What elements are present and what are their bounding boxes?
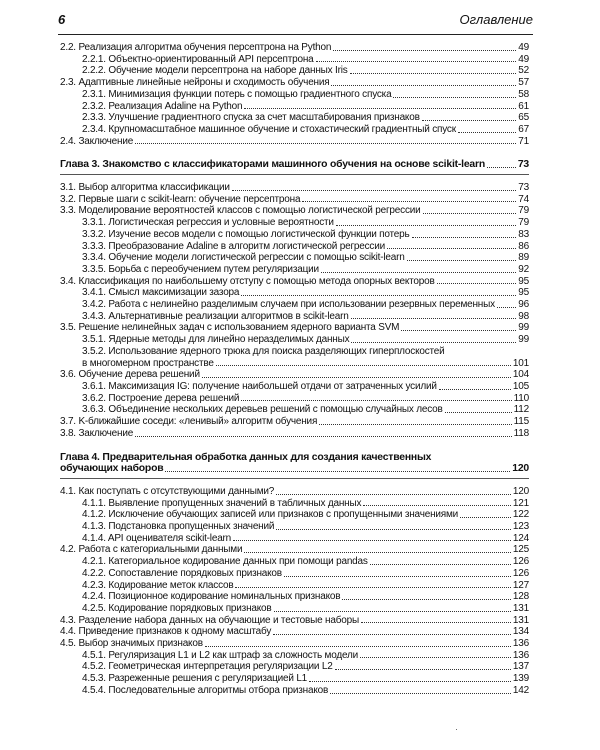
- dot-leader: [331, 85, 516, 86]
- toc-page-number: 126: [512, 567, 529, 579]
- dot-leader: [316, 61, 517, 62]
- toc-entry[interactable]: [60, 65, 529, 77]
- toc-entry[interactable]: [60, 77, 529, 89]
- dot-leader: [423, 213, 517, 214]
- toc-entry-title: 3.3.5. Борьба с переобучением путем регуляризации: [82, 263, 319, 275]
- toc-entry[interactable]: [60, 54, 529, 66]
- toc-entry-title: 4.2.5. Кодирование порядковых признаков: [82, 602, 272, 614]
- toc-entry[interactable]: [60, 241, 529, 253]
- toc-entry-title: 3.1. Выбор алгоритма классификации: [60, 182, 230, 194]
- toc-page-number: 95: [518, 287, 529, 299]
- toc-page-number: 123: [512, 521, 529, 533]
- toc-page-number: 99: [518, 322, 529, 334]
- toc-entry[interactable]: [60, 638, 529, 650]
- toc-page-number: 83: [518, 228, 529, 240]
- toc-entry-title: 3.4.3. Альтернативные реализации алгоритмов в scikit-learn: [82, 310, 349, 322]
- toc-page-number: 118: [513, 427, 529, 439]
- toc-entry-title: обучающих наборов: [60, 463, 164, 475]
- dot-leader: [273, 634, 511, 635]
- toc-entry-title: 3.4. Классификация по наибольшему отступу с помощью метода опорных векторов: [60, 275, 435, 287]
- toc-page-number: 79: [518, 217, 529, 229]
- dot-leader: [342, 599, 511, 600]
- toc-entry-title: 3.3. Моделирование вероятностей классов с помощью логистической регрессии: [60, 205, 421, 217]
- toc-page-number: 131: [512, 614, 529, 626]
- chapter-rule: [60, 174, 529, 175]
- toc-entry[interactable]: [60, 521, 529, 533]
- dot-leader: [363, 505, 511, 506]
- dot-leader: [244, 552, 511, 553]
- toc-entry-title: 3.3.3. Преобразование Adaline в алгоритм логистической регрессии: [82, 240, 386, 252]
- dot-leader: [276, 529, 511, 530]
- toc-page-number: 58: [518, 88, 529, 100]
- toc-page-number: 124: [512, 532, 529, 544]
- toc-entry-title: в многомерном пространстве: [82, 357, 214, 369]
- toc-page-number: 112: [513, 404, 529, 416]
- toc-page-number: 99: [518, 334, 529, 346]
- toc-page-number: 122: [512, 509, 529, 521]
- toc-entry-title: 3.8. Заключение: [60, 427, 134, 439]
- toc-entry[interactable]: [60, 556, 529, 568]
- scan-mark: ·: [455, 724, 458, 734]
- toc-entry-title: 3.4.2. Работа с нелинейно разделимым случаем при использовании резервных переменных: [82, 299, 495, 311]
- toc-entry[interactable]: [60, 416, 529, 428]
- toc-entry-title: 4.5. Выбор значимых признаков: [60, 638, 203, 650]
- dot-leader: [497, 307, 516, 308]
- toc-entry-title: 4.1.3. Подстановка пропущенных значений: [82, 521, 275, 533]
- toc-entry[interactable]: [60, 591, 529, 603]
- toc-entry-title: 3.5.1. Ядерные методы для линейно неразделимых данных: [82, 334, 350, 346]
- toc-entry-title: 2.3.1. Минимизация функции потерь с помощью градиентного спуска: [82, 88, 392, 100]
- dot-leader: [350, 73, 517, 74]
- toc-entry[interactable]: [60, 346, 529, 358]
- toc-entry-title: 3.6.1. Максимизация IG: получение наибольшей отдачи от затраченных усилий: [82, 380, 437, 392]
- toc-entry-title: 4.2.4. Позиционное кодирование номинальных признаков: [82, 591, 341, 603]
- toc-entry[interactable]: [60, 568, 529, 580]
- toc-entry-title: Глава 4. Предварительная обработка данных для создания качественных: [60, 451, 432, 463]
- toc-entry[interactable]: [60, 533, 529, 545]
- toc-entry[interactable]: [60, 182, 529, 194]
- toc-entry[interactable]: [60, 358, 529, 370]
- toc-entry-title: 2.3.4. Крупномасштабное машинное обучение и стохастический градиентный спуск: [82, 123, 456, 135]
- toc-entry-title: 4.5.3. Разреженные решения с регуляризацией L1: [82, 673, 308, 685]
- toc-page-number: 95: [518, 275, 529, 287]
- toc-page-number: 73: [518, 182, 529, 194]
- dot-leader: [445, 412, 512, 413]
- toc-page-number: 52: [518, 65, 529, 77]
- toc-entry[interactable]: [60, 287, 529, 299]
- toc-entry[interactable]: [60, 276, 529, 288]
- toc-page-number: 89: [518, 252, 529, 264]
- dot-leader: [361, 622, 511, 623]
- dot-leader: [241, 400, 511, 401]
- dot-leader: [244, 108, 516, 109]
- toc-page-number: 136: [512, 649, 529, 661]
- dot-leader: [284, 576, 511, 577]
- toc-entry-title: 4.2.3. Кодирование меток классов: [82, 579, 234, 591]
- toc-entry-title: 4.5.1. Регуляризация L1 и L2 как штраф за сложность модели: [82, 649, 359, 661]
- toc-page-number: 115: [513, 416, 529, 428]
- toc-entry-title: Глава 3. Знакомство с классификаторами машинного обучения на основе scikit-learn: [60, 159, 485, 171]
- toc-entry-title: 4.5.2. Геометрическая интерпретация регуляризации L2: [82, 661, 333, 673]
- toc-page-number: 98: [518, 310, 529, 322]
- toc-page-number: 139: [512, 673, 529, 685]
- dot-leader: [458, 132, 516, 133]
- dot-leader: [437, 283, 517, 284]
- toc-entry[interactable]: [60, 194, 529, 206]
- toc-page-number: 110: [513, 392, 529, 404]
- toc-page-number: 126: [512, 556, 529, 568]
- toc-entry-title: 3.5. Решение нелинейных задач с использованием ядерного варианта SVM: [60, 322, 400, 334]
- toc-entry[interactable]: [60, 544, 529, 556]
- toc-entry[interactable]: [60, 369, 529, 381]
- dot-leader: [460, 517, 511, 518]
- toc-chapter-entry[interactable]: [60, 463, 529, 475]
- toc-entry[interactable]: [60, 124, 529, 136]
- dot-leader: [135, 436, 512, 437]
- toc-entry[interactable]: [60, 381, 529, 393]
- toc-entry-title: 3.3.1. Логистическая регрессия и условные вероятности: [82, 217, 334, 229]
- toc-page-number: 86: [518, 240, 529, 252]
- toc-page-number: 137: [512, 661, 529, 673]
- toc-entry[interactable]: [60, 673, 529, 685]
- dot-leader: [387, 248, 516, 249]
- toc-entry-title: 4.2. Работа с категориальными данными: [60, 544, 243, 556]
- toc-page-number: 131: [512, 602, 529, 614]
- toc-entry-title: 4.2.1. Категориальное кодирование данных при помощи pandas: [82, 556, 368, 568]
- dot-leader: [487, 167, 516, 168]
- chapter-rule: [60, 478, 529, 479]
- dot-leader: [335, 669, 511, 670]
- toc-entry-title: 3.6. Обучение дерева решений: [60, 369, 200, 381]
- toc-page-number: 65: [518, 112, 529, 124]
- dot-leader: [274, 611, 511, 612]
- dot-leader: [401, 330, 516, 331]
- toc-page-number: 104: [512, 369, 529, 381]
- dot-leader: [351, 318, 517, 319]
- toc-entry-title: 3.3.2. Изучение весов модели с помощью логистической функции потерь: [82, 228, 410, 240]
- toc-entry-title: 4.5.4. Последовательные алгоритмы отбора признаков: [82, 684, 329, 696]
- dot-leader: [422, 120, 517, 121]
- toc-entry[interactable]: [60, 299, 529, 311]
- toc-entry-title: 2.2.1. Объектно-ориентированный API персептрона: [82, 53, 314, 65]
- toc-page-number: 128: [512, 591, 529, 603]
- toc-entry[interactable]: [60, 650, 529, 662]
- table-of-contents: [60, 42, 529, 697]
- section-gap: [60, 147, 529, 159]
- toc-entry-title: 2.2.2. Обучение модели персептрона на наборе данных Iris: [82, 65, 348, 77]
- toc-entry[interactable]: [60, 509, 529, 521]
- toc-entry[interactable]: [60, 626, 529, 638]
- toc-page-number: 105: [512, 380, 529, 392]
- dot-leader: [370, 564, 511, 565]
- toc-entry[interactable]: [60, 322, 529, 334]
- toc-entry[interactable]: [60, 615, 529, 627]
- dot-leader: [333, 50, 516, 51]
- toc-entry[interactable]: [60, 42, 529, 54]
- toc-entry[interactable]: [60, 580, 529, 592]
- toc-entry-title: 3.5.2. Использование ядерного трюка для поиска разделяющих гиперплоскостей: [82, 345, 445, 357]
- toc-entry-title: 2.3.3. Улучшение градиентного спуска за счет масштабирования признаков: [82, 112, 420, 124]
- toc-entry[interactable]: [60, 334, 529, 346]
- dot-leader: [407, 260, 517, 261]
- dot-leader: [319, 424, 511, 425]
- dot-leader: [235, 587, 510, 588]
- toc-page-number: 73: [517, 159, 529, 171]
- toc-page-number: 79: [518, 205, 529, 217]
- toc-entry[interactable]: [60, 205, 529, 217]
- dot-leader: [309, 681, 511, 682]
- dot-leader: [302, 201, 516, 202]
- toc-entry[interactable]: [60, 661, 529, 673]
- toc-entry[interactable]: [60, 393, 529, 405]
- toc-entry-title: 4.2.2. Сопоставление порядковых признаков: [82, 567, 282, 579]
- toc-entry-title: 4.1.4. API оценивателя scikit-learn: [82, 532, 232, 544]
- toc-entry-title: 4.3. Разделение набора данных на обучающие и тестовые наборы: [60, 614, 359, 626]
- toc-entry-title: 2.3. Адаптивные линейные нейроны и сходимость обучения: [60, 77, 330, 89]
- toc-page-number: 134: [512, 626, 529, 638]
- toc-entry[interactable]: [60, 217, 529, 229]
- toc-entry[interactable]: [60, 229, 529, 241]
- toc-entry-title: 3.6.2. Построение дерева решений: [82, 392, 240, 404]
- toc-entry[interactable]: [60, 101, 529, 113]
- toc-page-number: 127: [512, 579, 529, 591]
- dot-leader: [216, 365, 511, 366]
- dot-leader: [165, 471, 510, 472]
- toc-page-number: 101: [512, 357, 529, 369]
- dot-leader: [360, 657, 511, 658]
- toc-page-number: 92: [518, 263, 529, 275]
- toc-entry[interactable]: [60, 486, 529, 498]
- toc-chapter-entry[interactable]: [60, 452, 529, 464]
- toc-entry-title: 3.3.4. Обучение модели логистической регрессии с помощью scikit-learn: [82, 252, 405, 264]
- toc-entry[interactable]: [60, 685, 529, 697]
- toc-entry[interactable]: [60, 112, 529, 124]
- toc-entry[interactable]: [60, 136, 529, 148]
- toc-page-number: 61: [518, 100, 529, 112]
- dot-leader: [393, 97, 516, 98]
- toc-entry[interactable]: [60, 252, 529, 264]
- toc-entry-title: 2.4. Заключение: [60, 135, 134, 147]
- page-header: [58, 10, 533, 35]
- toc-entry-title: 3.6.3. Объединение нескольких деревьев решений с помощью случайных лесов: [82, 404, 443, 416]
- toc-page-number: 120: [512, 485, 529, 497]
- toc-entry[interactable]: [60, 89, 529, 101]
- dot-leader: [351, 342, 516, 343]
- toc-page-number: 71: [518, 135, 529, 147]
- toc-page-number: 121: [512, 497, 529, 509]
- dot-leader: [321, 272, 516, 273]
- dot-leader: [412, 237, 517, 238]
- toc-entry-title: 3.2. Первые шаги с scikit-learn: обучение персептрона: [60, 193, 301, 205]
- dot-leader: [232, 190, 516, 191]
- toc-entry[interactable]: [60, 264, 529, 276]
- dot-leader: [336, 225, 516, 226]
- dot-leader: [233, 540, 511, 541]
- toc-entry[interactable]: [60, 404, 529, 416]
- dot-leader: [330, 693, 511, 694]
- toc-page-number: 49: [518, 42, 529, 53]
- running-title: Оглавление: [459, 12, 533, 27]
- section-gap: [60, 440, 529, 452]
- toc-page-number: 57: [518, 77, 529, 89]
- toc-entry-title: 2.3.2. Реализация Adaline на Python: [82, 100, 243, 112]
- toc-entry-title: 3.4.1. Смысл максимизации зазора: [82, 287, 240, 299]
- toc-page-number: 74: [518, 193, 529, 205]
- toc-entry-title: 4.1.2. Исключение обучающих записей или признаков с пропущенными значениями: [82, 509, 459, 521]
- toc-entry[interactable]: [60, 603, 529, 615]
- page-number: 6: [58, 12, 66, 27]
- toc-page-number: 142: [512, 684, 529, 696]
- toc-entry-title: 3.7. K-ближайшие соседи: «ленивый» алгоритм обучения: [60, 416, 318, 428]
- toc-page-number: 125: [512, 544, 529, 556]
- dot-leader: [205, 646, 511, 647]
- toc-page-number: 96: [518, 299, 529, 311]
- toc-entry-title: 4.4. Приведение признаков к одному масштабу: [60, 626, 272, 638]
- toc-entry[interactable]: [60, 428, 529, 440]
- toc-page-number: 67: [518, 123, 529, 135]
- dot-leader: [135, 143, 516, 144]
- toc-page-number: 120: [512, 463, 529, 475]
- toc-entry[interactable]: [60, 311, 529, 323]
- dot-leader: [202, 377, 511, 378]
- toc-page-number: 136: [512, 638, 529, 650]
- toc-page-number: 49: [518, 53, 529, 65]
- toc-chapter-entry[interactable]: [60, 159, 529, 171]
- toc-entry-title: 4.1.1. Выявление пропущенных значений в табличных данных: [82, 497, 362, 509]
- dot-leader: [276, 494, 511, 495]
- dot-leader: [241, 295, 516, 296]
- toc-entry-title: 4.1. Как поступать с отсутствующими данными?: [60, 485, 275, 497]
- toc-entry-title: 2.2. Реализация алгоритма обучения персептрона на Python: [60, 42, 332, 53]
- toc-entry[interactable]: [60, 498, 529, 510]
- dot-leader: [439, 389, 511, 390]
